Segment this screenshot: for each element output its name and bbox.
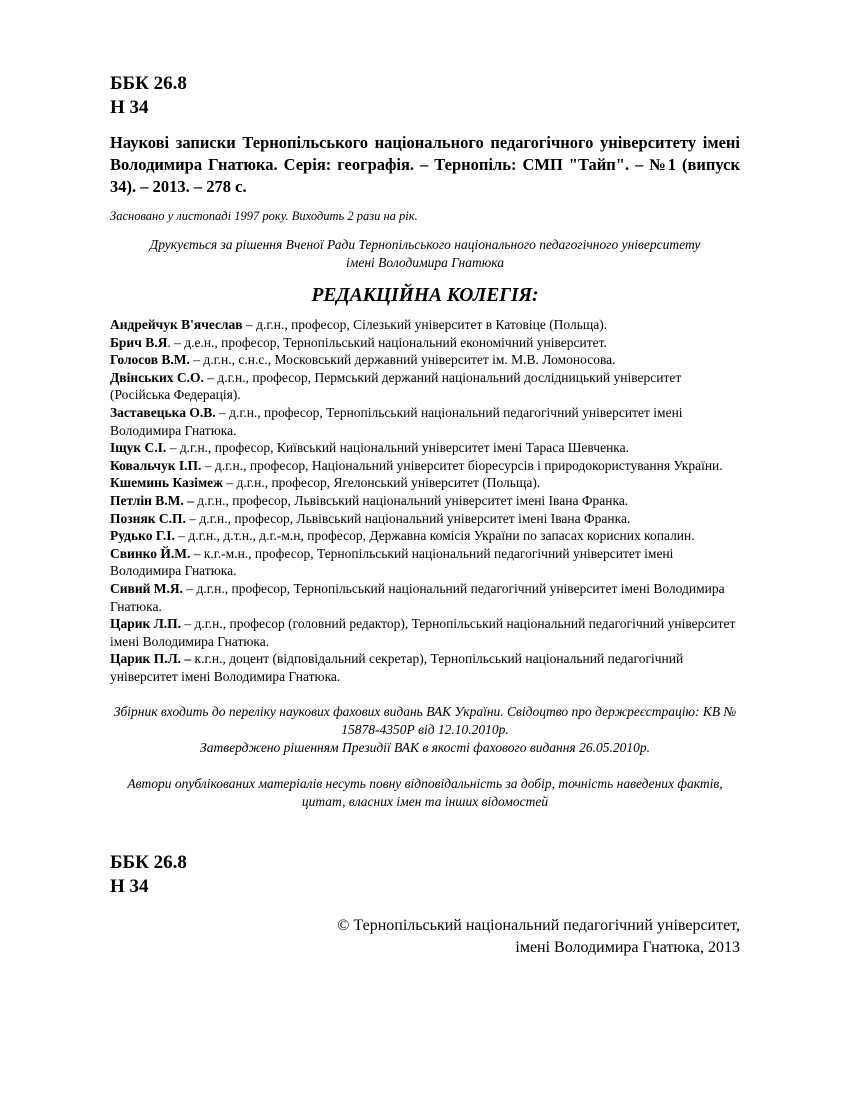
document-page xyxy=(110,72,740,959)
member-name: Сивий М.Я. xyxy=(110,580,183,596)
printed-by-note: Друкується за рішення Вченої Ради Тернопільського національного педагогічного університету імені Володимира Гнатюка xyxy=(149,237,701,270)
copyright-line: імені Володимира Гнатюка, 2013 xyxy=(515,939,740,957)
member-info: – д.г.н., професор, Тернопільський національний педагогічний університет імені Володимира Гнатюка. xyxy=(110,580,725,614)
board-member xyxy=(110,334,740,352)
member-name: Андрейчук В'ячеслав xyxy=(110,317,243,332)
member-info: – д.г.н., с.н.с., Московський державний університет ім. М.В. Ломоносова. xyxy=(189,352,616,368)
editorial-board-title: РЕДАКЦІЙНА КОЛЕГІЯ: xyxy=(311,285,539,306)
board-member xyxy=(110,316,740,334)
member-name: Заставецька О.В. xyxy=(110,404,216,420)
member-name: Свинко Й.М. xyxy=(110,545,191,561)
member-info: . – д.е.н., професор, Тернопільський національний економічний університет. xyxy=(167,334,607,350)
board-member xyxy=(110,580,740,615)
copyright-line: © Тернопільський національний педагогічний університет, xyxy=(337,917,740,935)
member-info: – д.г.н., професор, Ягелонський університет (Польща). xyxy=(222,475,541,491)
publication-title: Наукові записки Тернопільського національного педагогічного університету імені Володимира Гнатюка. Серія: географія. – Тернопіль: СМП "Тайп". – №1 (випуск 34). – 2013. – 278 с. xyxy=(110,133,740,196)
board-member xyxy=(110,615,740,650)
editorial-board-list xyxy=(110,316,740,685)
bbk-header xyxy=(110,72,740,120)
board-member xyxy=(110,492,740,510)
member-info: – д.г.н., професор, Київський національний університет імені Тараса Шевченка. xyxy=(166,440,630,456)
board-member xyxy=(110,457,740,475)
author-mark-footer: Н 34 xyxy=(110,876,149,898)
member-info: д.г.н., професор, Львівський національний університет імені Івана Франка. xyxy=(193,492,629,508)
member-info: – к.г.-м.н., професор, Тернопільський національний педагогічний університет імені Володимира Гнатюка. xyxy=(110,545,674,579)
member-name: Петлін В.М. – xyxy=(110,492,194,508)
board-member xyxy=(110,545,740,580)
member-info: к.г.н., доцент (відповідальний секретар), Тернопільський національний педагогічний університет імені Володимира Гнатюка. xyxy=(110,651,684,684)
board-member xyxy=(110,510,740,528)
member-name: Іщук С.І. xyxy=(110,440,167,456)
member-info: – д.г.н., професор, Національний університет біоресурсів і природокористування України. xyxy=(201,457,723,473)
member-info: – д.г.н., професор, Тернопільський національний педагогічний університет імені Володимира Гнатюка. xyxy=(110,404,683,438)
member-name: Брич В.Я xyxy=(110,334,168,350)
board-member xyxy=(110,650,740,685)
member-name: Рудько Г.І. xyxy=(110,528,175,544)
bbk-footer xyxy=(110,851,740,899)
authors-responsibility-notice: Автори опублікованих матеріалів несуть повну відповідальність за добір, точність наведених фактів, цитат, власних імен та інших відомостей xyxy=(127,776,723,810)
founded-note: Засновано у листопаді 1997 року. Виходить 2 рази на рік. xyxy=(110,209,418,223)
board-member xyxy=(110,439,740,457)
member-name: Ковальчук І.П. xyxy=(110,457,202,473)
copyright-block xyxy=(110,915,740,959)
member-info: – д.г.н., професор, Пермський держаний національний дослідницький університет (Російська Федерація). xyxy=(110,369,682,403)
member-info: – д.г.н., професор (головний редактор), Тернопільський національний педагогічний університет імені Володимира Гнатюка. xyxy=(110,616,736,649)
member-name: Кшеминь Казімеж xyxy=(110,475,223,491)
member-name: Царик Л.П. xyxy=(110,616,182,632)
board-member xyxy=(110,474,740,492)
member-info: – д.г.н., професор, Сілезький університет в Катовіце (Польща). xyxy=(242,317,608,332)
vak-approval-text: Затверджено рішенням Президії ВАК в якості фахового видання 26.05.2010р. xyxy=(200,740,650,756)
vak-notice xyxy=(110,703,740,757)
bbk-code-footer: ББК 26.8 xyxy=(110,852,187,874)
member-name: Царик П.Л. – xyxy=(110,651,192,667)
board-member xyxy=(110,369,740,404)
board-member xyxy=(110,527,740,545)
author-mark: Н 34 xyxy=(110,97,149,118)
board-member xyxy=(110,351,740,369)
member-name: Позняк С.П. xyxy=(110,510,186,526)
bbk-code: ББК 26.8 xyxy=(110,73,187,94)
member-info: – д.г.н., д.т.н., д.г.-м.н, професор, Державна комісія України по запасах корисних копалин. xyxy=(174,528,695,544)
member-name: Голосов В.М. xyxy=(110,352,190,368)
board-member xyxy=(110,404,740,439)
member-name: Двінських С.О. xyxy=(110,369,204,385)
vak-registration-text: Збірник входить до переліку наукових фахових видань ВАК України. Свідоцтво про держреєстрацію: КВ № 15878-4350Р від 12.10.2010р. xyxy=(113,704,737,738)
member-info: – д.г.н., професор, Львівський національний університет імені Івана Франка. xyxy=(185,510,631,526)
